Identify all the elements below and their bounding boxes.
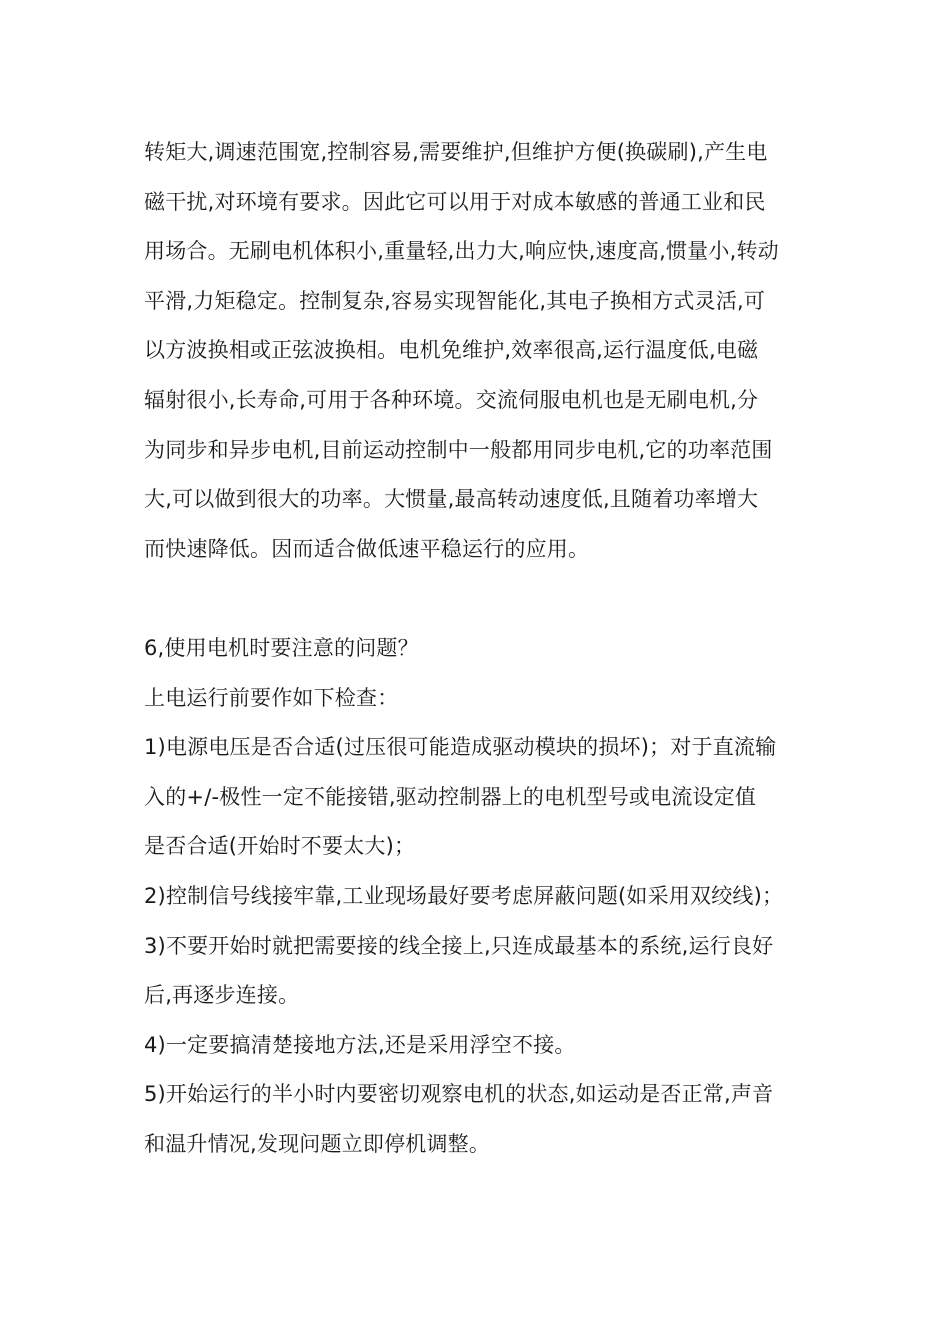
text-line: 3)不要开始时就把需要接的线全接上,只连成最基本的系统,运行良好	[144, 933, 774, 958]
text-line: 1)电源电压是否合适(过压很可能造成驱动模块的损坏)；对于直流输	[144, 735, 777, 760]
checklist-item-1	[144, 723, 808, 872]
document-body	[144, 128, 808, 1169]
text-line: 转矩大,调速范围宽,控制容易,需要维护,但维护方便(换碳刷),产生电	[144, 140, 768, 164]
text-line: 磁干扰,对环境有要求。因此它可以用于对成本敏感的普通工业和民	[144, 189, 766, 214]
text-line: 大,可以做到很大的功率。大惯量,最高转动速度低,且随着功率增大	[144, 487, 759, 512]
text-line: 以方波换相或正弦波换相。电机免维护,效率很高,运行温度低,电磁	[144, 338, 759, 363]
text-line: 为同步和异步电机,目前运动控制中一般都用同步电机,它的功率范围	[144, 437, 773, 462]
text-line: 和温升情况,发现问题立即停机调整。	[144, 1131, 491, 1156]
intro-paragraph	[144, 128, 808, 574]
text-line: 平滑,力矩稳定。控制复杂,容易实现智能化,其电子换相方式灵活,可	[144, 288, 766, 313]
text-line: 4)一定要搞清楚接地方法,还是采用浮空不接。	[144, 1032, 576, 1057]
checklist-item-2	[144, 872, 808, 922]
text-line: 辐射很小,长寿命,可用于各种环境。交流伺服电机也是无刷电机,分	[144, 387, 759, 412]
checklist-item-3	[144, 922, 808, 1021]
checklist-item-4	[144, 1021, 808, 1071]
text-line: 是否合适(开始时不要太大)；	[144, 834, 416, 859]
checklist-item-5	[144, 1070, 808, 1169]
text-line: 5)开始运行的半小时内要密切观察电机的状态,如运动是否正常,声音	[144, 1082, 774, 1107]
text-line: 而快速降低。因而适合做低速平稳运行的应用。	[144, 536, 590, 561]
question-heading: 6,使用电机时要注意的问题？	[144, 635, 419, 660]
text-line: 入的+/-极性一定不能接错,驱动控制器上的电机型号或电流设定值	[144, 784, 757, 809]
check-intro: 上电运行前要作如下检查：	[144, 685, 399, 710]
blank-line	[144, 574, 808, 624]
text-line: 后,再逐步连接。	[144, 983, 300, 1008]
text-line: 2)控制信号线接牢靠,工业现场最好要考虑屏蔽问题(如采用双绞线)；	[144, 883, 784, 908]
text-line: 用场合。无刷电机体积小,重量轻,出力大,响应快,速度高,惯量小,转动	[144, 239, 779, 264]
